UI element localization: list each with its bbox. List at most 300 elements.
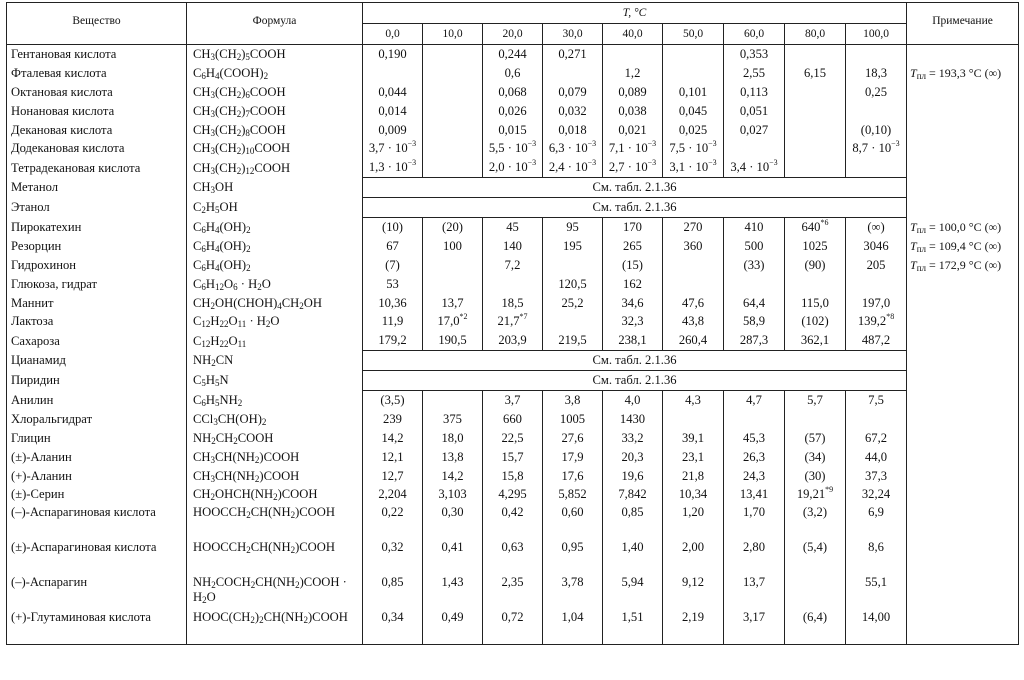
substance-name: Анилин xyxy=(7,391,187,410)
table-row xyxy=(7,139,1019,158)
note-cell xyxy=(907,371,1019,391)
solubility-value: $7,1 \cdot 10^{-3}$ xyxy=(603,139,663,158)
note-cell: $T_{пл} = 109,4$ °C (∞) xyxy=(907,237,1019,256)
solubility-value: 0,014 xyxy=(363,102,423,121)
solubility-value xyxy=(423,275,483,294)
substance-name: (±)-Аланин xyxy=(7,448,187,467)
solubility-value xyxy=(724,410,785,429)
solubility-value: 21,7$^{*7}$ xyxy=(483,312,543,331)
solubility-value: 45 xyxy=(483,218,543,237)
substance-name: (–)-Аспарагиновая кислота xyxy=(7,504,187,539)
solubility-value: 238,1 xyxy=(603,331,663,350)
solubility-value: 34,6 xyxy=(603,294,663,313)
substance-formula: $CH_2OHCH(NH_2)COOH$ xyxy=(187,485,363,504)
solubility-value: 14,2 xyxy=(363,429,423,448)
solubility-value: 7,5 xyxy=(846,391,907,410)
solubility-value: 18,0 xyxy=(423,429,483,448)
table-row xyxy=(7,275,1019,294)
solubility-value: 0,271 xyxy=(543,45,603,64)
solubility-value: 11,9 xyxy=(363,312,423,331)
solubility-value xyxy=(785,121,846,140)
note-cell xyxy=(907,312,1019,331)
solubility-value xyxy=(663,256,724,275)
table-row xyxy=(7,237,1019,256)
substance-formula: $CH_3CH(NH_2)COOH$ xyxy=(187,448,363,467)
substance-name: (±)-Серин xyxy=(7,485,187,504)
solubility-value: 0,25 xyxy=(846,83,907,102)
solubility-value: 3046 xyxy=(846,237,907,256)
solubility-value: 18,5 xyxy=(483,294,543,313)
solubility-value xyxy=(543,312,603,331)
header-temperature: T, °C xyxy=(363,3,907,24)
note-cell: $T_{пл} = 193,3$ °C (∞) xyxy=(907,64,1019,83)
solubility-value: 640$^{*6}$ xyxy=(785,218,846,237)
solubility-value: 0,027 xyxy=(724,121,785,140)
solubility-value: 2,00 xyxy=(663,539,724,574)
substance-name: Гентановая кислота xyxy=(7,45,187,64)
table-row xyxy=(7,121,1019,140)
solubility-value: $1,3 \cdot 10^{-3}$ xyxy=(363,158,423,177)
table-body xyxy=(7,45,1019,645)
solubility-value: (3,5) xyxy=(363,391,423,410)
header-temp-3: 30,0 xyxy=(543,24,603,45)
solubility-value: 0,044 xyxy=(363,83,423,102)
solubility-value: 1,20 xyxy=(663,504,724,539)
solubility-value: 0,34 xyxy=(363,609,423,645)
header-temp-6: 60,0 xyxy=(724,24,785,45)
solubility-value xyxy=(423,102,483,121)
solubility-value: 410 xyxy=(724,218,785,237)
solubility-value: 14,2 xyxy=(423,467,483,486)
solubility-value: 19,6 xyxy=(603,467,663,486)
solubility-value: 100 xyxy=(423,237,483,256)
solubility-value: 1,2 xyxy=(603,64,663,83)
substance-name: (±)-Аспарагиновая кислота xyxy=(7,539,187,574)
solubility-value: $8,7 \cdot 10^{-3}$ xyxy=(846,139,907,158)
solubility-value: 219,5 xyxy=(543,331,603,350)
solubility-value: (∞) xyxy=(846,218,907,237)
solubility-value: 203,9 xyxy=(483,331,543,350)
substance-name: Пирокатехин xyxy=(7,218,187,237)
solubility-value: 487,2 xyxy=(846,331,907,350)
header-temp-4: 40,0 xyxy=(603,24,663,45)
solubility-value: $7,5 \cdot 10^{-3}$ xyxy=(663,139,724,158)
solubility-value: (102) xyxy=(785,312,846,331)
note-cell xyxy=(907,539,1019,574)
solubility-value: 0,244 xyxy=(483,45,543,64)
substance-name: Глюкоза, гидрат xyxy=(7,275,187,294)
solubility-value: (5,4) xyxy=(785,539,846,574)
table-row xyxy=(7,351,1019,371)
table-row xyxy=(7,218,1019,237)
solubility-value: 17,9 xyxy=(543,448,603,467)
table-row xyxy=(7,609,1019,645)
substance-name: Лактоза xyxy=(7,312,187,331)
solubility-value: 2,80 xyxy=(724,539,785,574)
header-substance: Вещество xyxy=(7,3,187,45)
solubility-value: (0,10) xyxy=(846,121,907,140)
solubility-value: 0,032 xyxy=(543,102,603,121)
solubility-value: 162 xyxy=(603,275,663,294)
solubility-value: 33,2 xyxy=(603,429,663,448)
solubility-value: 95 xyxy=(543,218,603,237)
note-cell: $T_{пл} = 100,0$ °C (∞) xyxy=(907,218,1019,237)
solubility-value xyxy=(846,102,907,121)
substance-formula: $NH_2CH_2COOH$ xyxy=(187,429,363,448)
table-row xyxy=(7,485,1019,504)
solubility-value xyxy=(363,64,423,83)
substance-name: (–)-Аспарагин xyxy=(7,574,187,609)
solubility-value: 64,4 xyxy=(724,294,785,313)
solubility-value: 37,3 xyxy=(846,467,907,486)
solubility-value xyxy=(543,256,603,275)
solubility-value: 287,3 xyxy=(724,331,785,350)
solubility-value: 0,068 xyxy=(483,83,543,102)
table-row xyxy=(7,574,1019,609)
substance-formula: $C_{12}H_{22}O_{11} \cdot H_2O$ xyxy=(187,312,363,331)
substance-formula: $C_2H_5OH$ xyxy=(187,198,363,218)
solubility-value: 139,2$^{*8}$ xyxy=(846,312,907,331)
solubility-value: 660 xyxy=(483,410,543,429)
header-note: Примечание xyxy=(907,3,1019,45)
solubility-value: 0,32 xyxy=(363,539,423,574)
solubility-value: 0,018 xyxy=(543,121,603,140)
solubility-value: 4,0 xyxy=(603,391,663,410)
substance-name: Сахароза xyxy=(7,331,187,350)
substance-formula: $NH_2CN$ xyxy=(187,351,363,371)
solubility-value: 0,015 xyxy=(483,121,543,140)
table-row xyxy=(7,371,1019,391)
solubility-value: 0,021 xyxy=(603,121,663,140)
table-row xyxy=(7,391,1019,410)
solubility-value: 0,026 xyxy=(483,102,543,121)
solubility-value: 270 xyxy=(663,218,724,237)
solubility-value: 0,079 xyxy=(543,83,603,102)
note-cell xyxy=(907,351,1019,371)
solubility-value: 23,1 xyxy=(663,448,724,467)
solubility-value: 67 xyxy=(363,237,423,256)
substance-name: Пиридин xyxy=(7,371,187,391)
solubility-value: 0,353 xyxy=(724,45,785,64)
solubility-value: 47,6 xyxy=(663,294,724,313)
substance-formula: $CH_3(CH_2)_7COOH$ xyxy=(187,102,363,121)
solubility-value: 15,7 xyxy=(483,448,543,467)
substance-formula: $CH_2OH(CHOH)_4CH_2OH$ xyxy=(187,294,363,313)
solubility-value xyxy=(846,410,907,429)
solubility-value xyxy=(785,410,846,429)
substance-formula: $CH_3CH(NH_2)COOH$ xyxy=(187,467,363,486)
table-row xyxy=(7,256,1019,275)
substance-formula: $CCl_3CH(OH)_2$ xyxy=(187,410,363,429)
solubility-value: 0,30 xyxy=(423,504,483,539)
table-row xyxy=(7,539,1019,574)
solubility-value: 43,8 xyxy=(663,312,724,331)
substance-formula: $C_5H_5N$ xyxy=(187,371,363,391)
table-reference: См. табл. 2.1.36 xyxy=(363,198,907,218)
table-row xyxy=(7,83,1019,102)
solubility-value xyxy=(663,410,724,429)
solubility-value: 21,8 xyxy=(663,467,724,486)
solubility-value: 500 xyxy=(724,237,785,256)
solubility-value: 55,1 xyxy=(846,574,907,609)
note-cell xyxy=(907,198,1019,218)
solubility-value xyxy=(543,64,603,83)
note-cell xyxy=(907,448,1019,467)
note-cell xyxy=(907,574,1019,609)
solubility-value: 2,19 xyxy=(663,609,724,645)
substance-formula: $CH_3(CH_2)_{10}COOH$ xyxy=(187,139,363,158)
solubility-value: (34) xyxy=(785,448,846,467)
solubility-value: $3,1 \cdot 10^{-3}$ xyxy=(663,158,724,177)
solubility-value: 0,101 xyxy=(663,83,724,102)
solubility-value xyxy=(846,275,907,294)
solubility-value xyxy=(663,275,724,294)
solubility-value: 3,103 xyxy=(423,485,483,504)
solubility-value xyxy=(785,574,846,609)
solubility-value: $6,3 \cdot 10^{-3}$ xyxy=(543,139,603,158)
solubility-table-container xyxy=(6,2,1018,645)
solubility-value: 4,7 xyxy=(724,391,785,410)
solubility-value xyxy=(785,83,846,102)
note-cell: $T_{пл} = 172,9$ °C (∞) xyxy=(907,256,1019,275)
solubility-value: 179,2 xyxy=(363,331,423,350)
solubility-value: 265 xyxy=(603,237,663,256)
solubility-value: 3,78 xyxy=(543,574,603,609)
substance-formula: $CH_3(CH_2)_8COOH$ xyxy=(187,121,363,140)
solubility-value: 3,7 xyxy=(483,391,543,410)
table-row xyxy=(7,467,1019,486)
substance-name: Цианамид xyxy=(7,351,187,371)
substance-formula: $C_6H_4(COOH)_2$ xyxy=(187,64,363,83)
solubility-value xyxy=(785,275,846,294)
note-cell xyxy=(907,429,1019,448)
solubility-value: (33) xyxy=(724,256,785,275)
solubility-value: 0,113 xyxy=(724,83,785,102)
solubility-value: 14,00 xyxy=(846,609,907,645)
solubility-value: 7,2 xyxy=(483,256,543,275)
solubility-value: 5,852 xyxy=(543,485,603,504)
solubility-value xyxy=(423,158,483,177)
solubility-value: 67,2 xyxy=(846,429,907,448)
substance-name: Додекановая кислота xyxy=(7,139,187,158)
solubility-value: $2,4 \cdot 10^{-3}$ xyxy=(543,158,603,177)
solubility-value: 1,04 xyxy=(543,609,603,645)
solubility-value: (10) xyxy=(363,218,423,237)
substance-formula: $C_6H_4(OH)_2$ xyxy=(187,237,363,256)
table-row xyxy=(7,448,1019,467)
solubility-value: 0,41 xyxy=(423,539,483,574)
solubility-value: 0,190 xyxy=(363,45,423,64)
solubility-value: 3,8 xyxy=(543,391,603,410)
note-cell xyxy=(907,331,1019,350)
solubility-value: 239 xyxy=(363,410,423,429)
substance-name: Октановая кислота xyxy=(7,83,187,102)
note-cell xyxy=(907,45,1019,64)
solubility-value: (3,2) xyxy=(785,504,846,539)
solubility-value: $3,4 \cdot 10^{-3}$ xyxy=(724,158,785,177)
solubility-value: 120,5 xyxy=(543,275,603,294)
solubility-value: 2,55 xyxy=(724,64,785,83)
solubility-value: 190,5 xyxy=(423,331,483,350)
solubility-value: (30) xyxy=(785,467,846,486)
solubility-value: 4,3 xyxy=(663,391,724,410)
solubility-value xyxy=(663,64,724,83)
solubility-value: 0,051 xyxy=(724,102,785,121)
solubility-value: 6,15 xyxy=(785,64,846,83)
solubility-value: 7,842 xyxy=(603,485,663,504)
solubility-value: 0,42 xyxy=(483,504,543,539)
table-row xyxy=(7,102,1019,121)
solubility-value: 0,025 xyxy=(663,121,724,140)
solubility-value: $2,7 \cdot 10^{-3}$ xyxy=(603,158,663,177)
solubility-value: (15) xyxy=(603,256,663,275)
solubility-value: 0,72 xyxy=(483,609,543,645)
substance-formula: $CH_3OH$ xyxy=(187,178,363,198)
note-cell xyxy=(907,467,1019,486)
solubility-value: 260,4 xyxy=(663,331,724,350)
solubility-value: 0,85 xyxy=(363,574,423,609)
substance-name: Гидрохинон xyxy=(7,256,187,275)
solubility-value: 197,0 xyxy=(846,294,907,313)
note-cell xyxy=(907,504,1019,539)
solubility-value: 205 xyxy=(846,256,907,275)
solubility-value: 32,24 xyxy=(846,485,907,504)
solubility-value: 17,0$^{*2}$ xyxy=(423,312,483,331)
note-cell xyxy=(907,139,1019,158)
solubility-value: (90) xyxy=(785,256,846,275)
solubility-value: 13,7 xyxy=(724,574,785,609)
table-row xyxy=(7,429,1019,448)
solubility-value xyxy=(423,64,483,83)
solubility-value: 1430 xyxy=(603,410,663,429)
solubility-value xyxy=(603,45,663,64)
solubility-value: 170 xyxy=(603,218,663,237)
solubility-value: 0,22 xyxy=(363,504,423,539)
solubility-value: 375 xyxy=(423,410,483,429)
substance-name: (+)-Глутаминовая кислота xyxy=(7,609,187,645)
solubility-value: 39,1 xyxy=(663,429,724,448)
note-cell xyxy=(907,609,1019,645)
substance-formula: $CH_3(CH_2)_{12}COOH$ xyxy=(187,158,363,177)
substance-name: Этанол xyxy=(7,198,187,218)
substance-name: Метанол xyxy=(7,178,187,198)
solubility-value xyxy=(785,158,846,177)
solubility-value xyxy=(423,45,483,64)
solubility-value: 19,21$^{*9}$ xyxy=(785,485,846,504)
substance-name: Декановая кислота xyxy=(7,121,187,140)
note-cell xyxy=(907,294,1019,313)
solubility-value: $5,5 \cdot 10^{-3}$ xyxy=(483,139,543,158)
solubility-value: 45,3 xyxy=(724,429,785,448)
solubility-value: 0,85 xyxy=(603,504,663,539)
table-row xyxy=(7,312,1019,331)
note-cell xyxy=(907,178,1019,198)
solubility-value: 9,12 xyxy=(663,574,724,609)
note-cell xyxy=(907,121,1019,140)
solubility-value: 13,8 xyxy=(423,448,483,467)
solubility-value: 12,1 xyxy=(363,448,423,467)
solubility-value: 10,36 xyxy=(363,294,423,313)
header-temp-7: 80,0 xyxy=(785,24,846,45)
table-row xyxy=(7,294,1019,313)
solubility-value xyxy=(423,256,483,275)
solubility-value: 22,5 xyxy=(483,429,543,448)
solubility-value xyxy=(423,121,483,140)
solubility-value: 4,295 xyxy=(483,485,543,504)
solubility-value: 0,045 xyxy=(663,102,724,121)
solubility-value: 140 xyxy=(483,237,543,256)
substance-name: Нонановая кислота xyxy=(7,102,187,121)
solubility-value: 10,34 xyxy=(663,485,724,504)
table-row xyxy=(7,158,1019,177)
solubility-value: 26,3 xyxy=(724,448,785,467)
solubility-value: 12,7 xyxy=(363,467,423,486)
solubility-value: $2,0 \cdot 10^{-3}$ xyxy=(483,158,543,177)
substance-formula: $HOOC(CH_2)_2CH(NH_2)COOH$ xyxy=(187,609,363,645)
solubility-value: 13,7 xyxy=(423,294,483,313)
solubility-value: 1,43 xyxy=(423,574,483,609)
solubility-value xyxy=(785,139,846,158)
solubility-value: 44,0 xyxy=(846,448,907,467)
substance-formula: $C_6H_5NH_2$ xyxy=(187,391,363,410)
solubility-value: 1005 xyxy=(543,410,603,429)
solubility-value: 0,038 xyxy=(603,102,663,121)
solubility-value: 32,3 xyxy=(603,312,663,331)
substance-name: Тетрадекановая кислота xyxy=(7,158,187,177)
solubility-value: 2,204 xyxy=(363,485,423,504)
solubility-value: 1,70 xyxy=(724,504,785,539)
substance-formula: $NH_2COCH_2CH(NH_2)COOH \cdot H_2O$ xyxy=(187,574,363,609)
header-temp-0: 0,0 xyxy=(363,24,423,45)
substance-name: (+)-Аланин xyxy=(7,467,187,486)
note-cell xyxy=(907,83,1019,102)
solubility-value xyxy=(423,83,483,102)
solubility-value: 8,6 xyxy=(846,539,907,574)
solubility-value: 25,2 xyxy=(543,294,603,313)
solubility-table xyxy=(6,2,1019,645)
solubility-value xyxy=(483,275,543,294)
table-row xyxy=(7,64,1019,83)
substance-formula: $CH_3(CH_2)_5COOH$ xyxy=(187,45,363,64)
substance-formula: $C_6H_4(OH)_2$ xyxy=(187,256,363,275)
solubility-value: 1,40 xyxy=(603,539,663,574)
substance-name: Хлоральгидрат xyxy=(7,410,187,429)
solubility-value: (57) xyxy=(785,429,846,448)
note-cell xyxy=(907,410,1019,429)
solubility-value: 2,35 xyxy=(483,574,543,609)
solubility-value: 13,41 xyxy=(724,485,785,504)
header-temp-5: 50,0 xyxy=(663,24,724,45)
solubility-value xyxy=(785,45,846,64)
solubility-value xyxy=(423,139,483,158)
substance-formula: $C_6H_4(OH)_2$ xyxy=(187,218,363,237)
solubility-value: 1025 xyxy=(785,237,846,256)
solubility-value: 115,0 xyxy=(785,294,846,313)
solubility-value: 27,6 xyxy=(543,429,603,448)
table-row xyxy=(7,410,1019,429)
solubility-value: 5,94 xyxy=(603,574,663,609)
note-cell xyxy=(907,391,1019,410)
solubility-value: 24,3 xyxy=(724,467,785,486)
substance-formula: $HOOCCH_2CH(NH_2)COOH$ xyxy=(187,504,363,539)
solubility-value: 1,51 xyxy=(603,609,663,645)
header-formula: Формула xyxy=(187,3,363,45)
table-row xyxy=(7,178,1019,198)
solubility-value xyxy=(724,139,785,158)
solubility-value: 20,3 xyxy=(603,448,663,467)
solubility-value: 15,8 xyxy=(483,467,543,486)
solubility-value: 0,6 xyxy=(483,64,543,83)
